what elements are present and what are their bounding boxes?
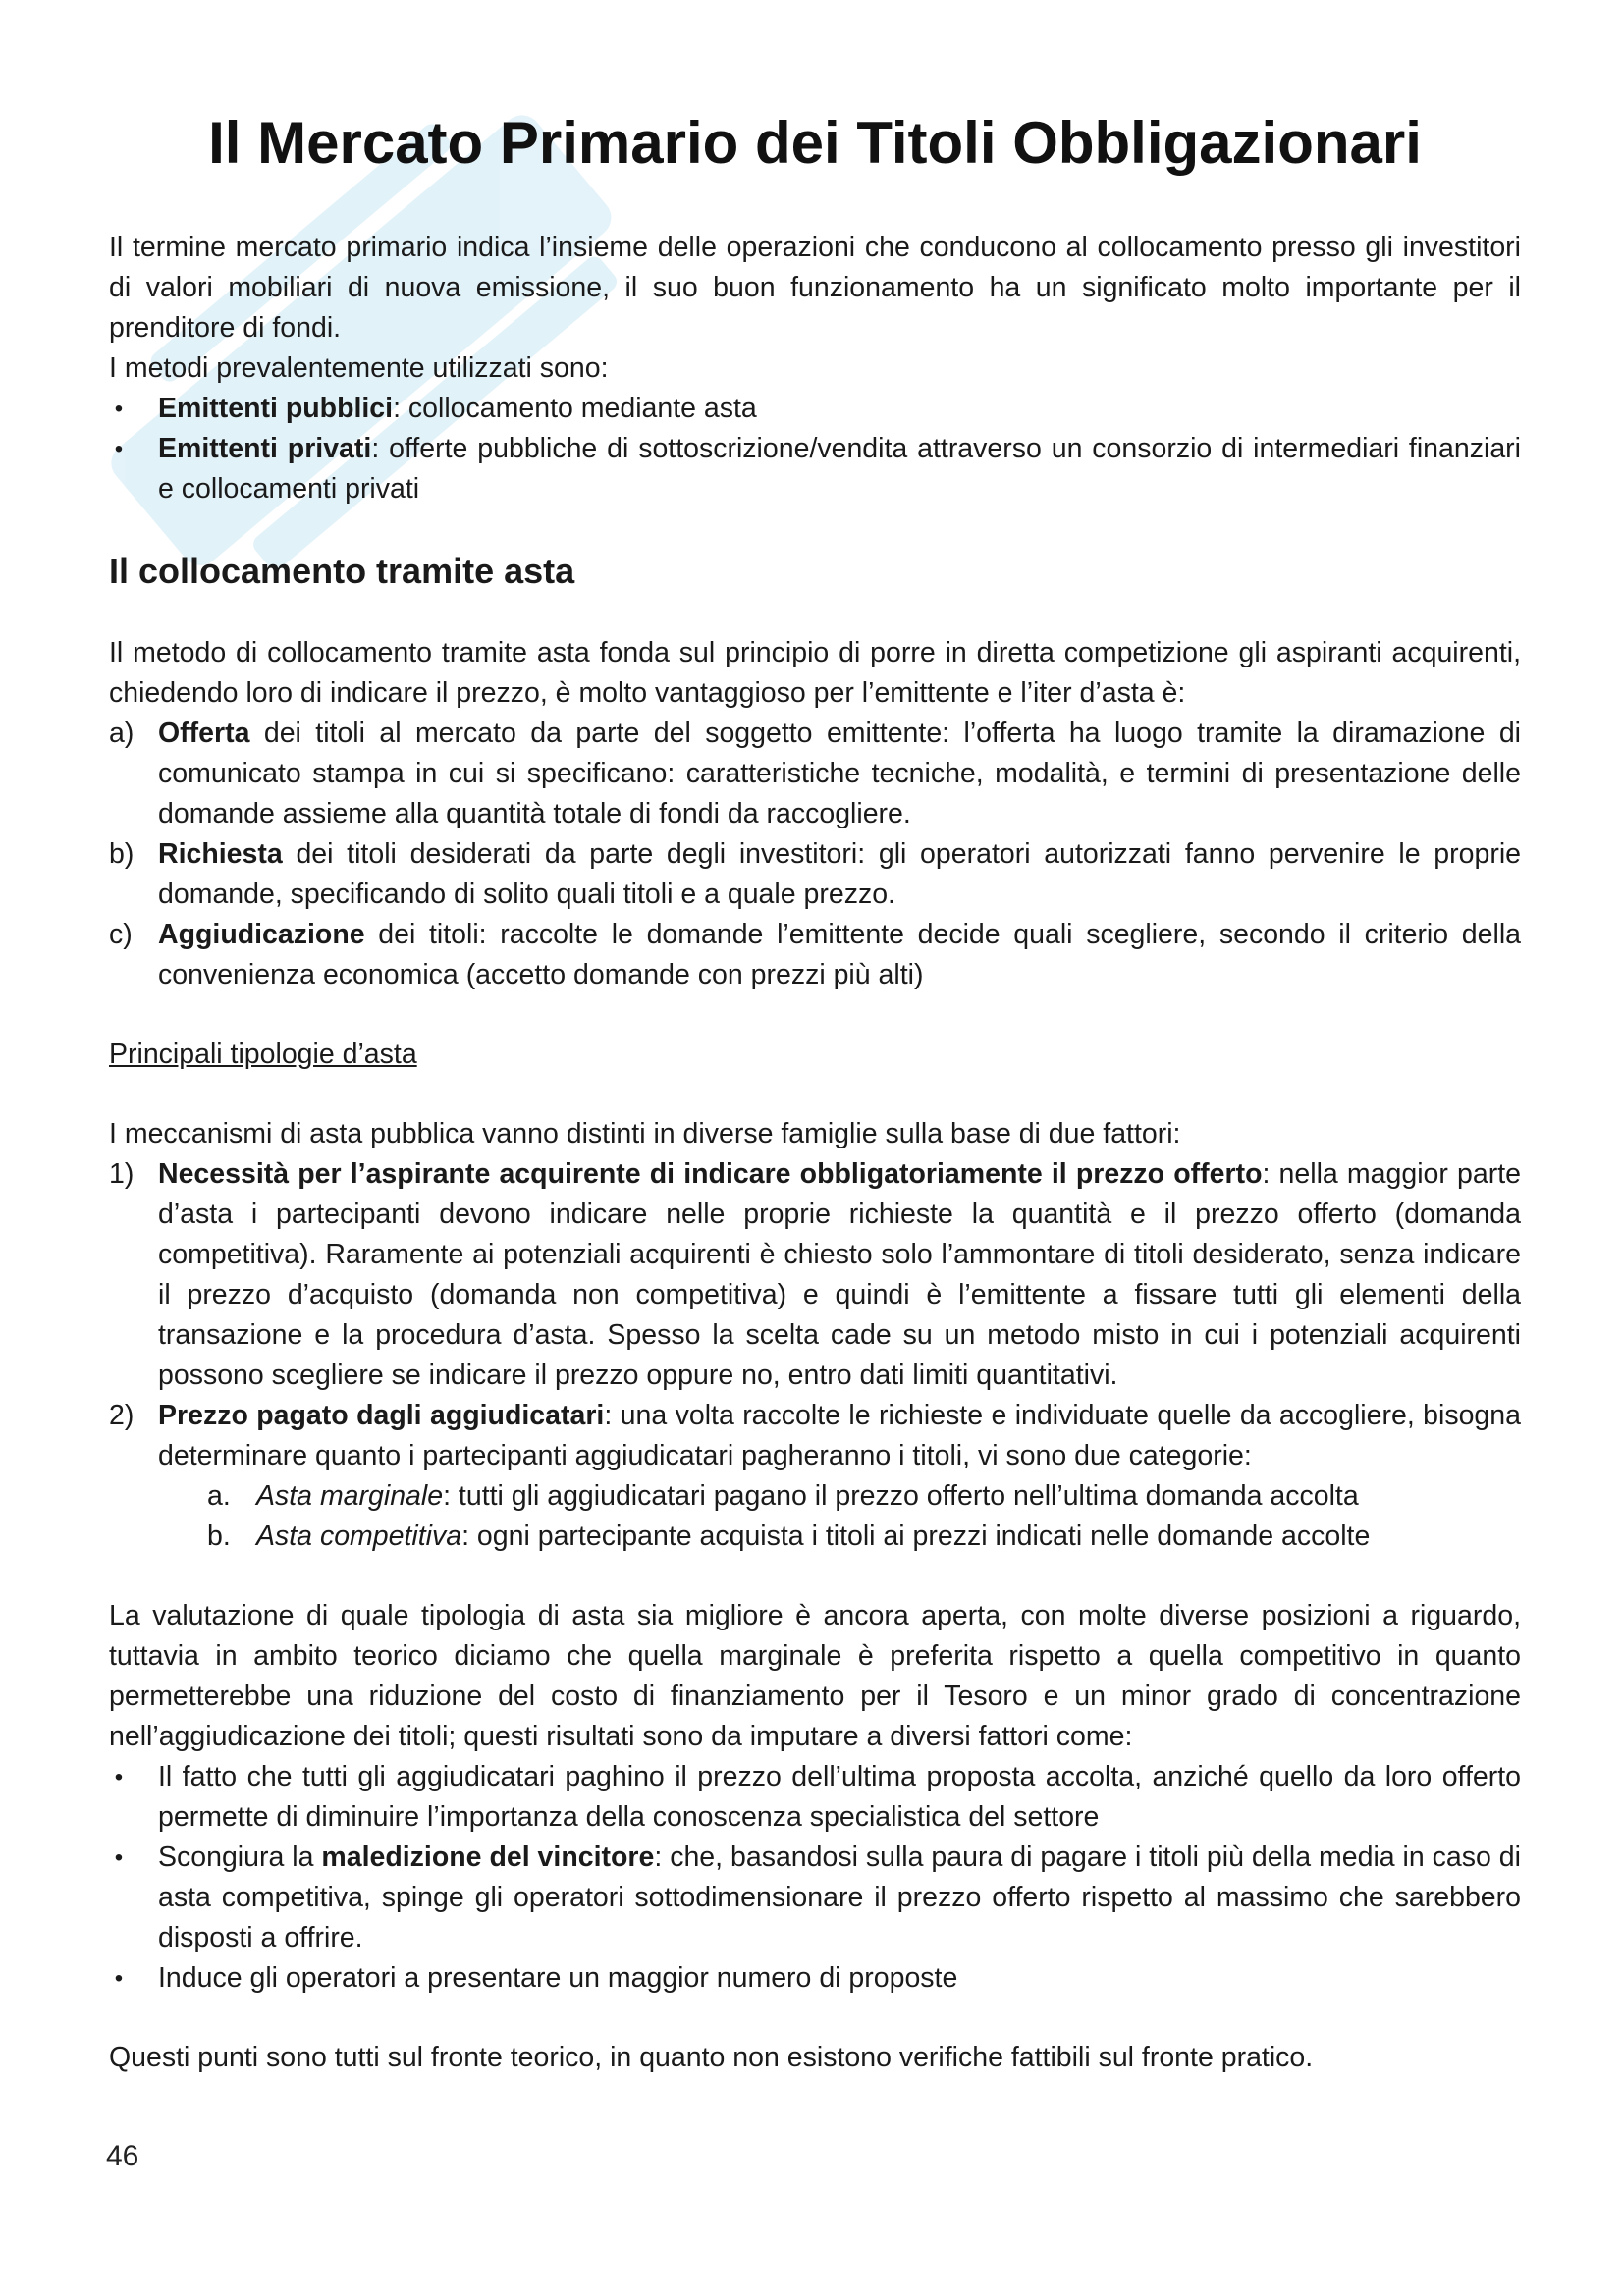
list-item-text: Il fatto che tutti gli aggiudicatari paghino il prezzo dell’ultima proposta accolta, anziché quello da loro offerto permette di diminuire l’importanza della conoscenza specialistica del settore [158,1761,1521,1833]
bullet-icon: • [114,1844,124,1871]
list-item-text: dei titoli al mercato da parte del soggetto emittente: l’offerta ha luogo tramite la diramazione di comunicato stampa in cui si specificano: caratteristiche tecniche, modalità, e termini di presentazione delle domande assieme alla quantità totale di fondi da raccogliere. [158,718,1521,829]
section-paragraph: La valutazione di quale tipologia di asta sia migliore è ancora aperta, con molte diverse posizioni a riguardo, tuttavia in ambito teorico diciamo che quella marginale è preferita rispetto a quella competitivo in quanto permetterebbe una riduzione del costo di finanziamento per il Tesoro e un minor grado di concentrazione nell’aggiudicazione dei titoli; questi risultati sono da imputare a diversi fattori come: [109,1600,1521,1752]
list-item [109,1757,1521,1838]
list-item-bold: Aggiudicazione [158,919,365,950]
bullet-icon: • [114,436,124,462]
list-marker: b) [109,838,135,870]
list-item-bold: Necessità per l’aspirante acquirente di indicare obbligatoriamente il prezzo offerto [158,1158,1263,1190]
page-number: 46 [106,2140,139,2172]
list-item-text: : ogni partecipante acquista i titoli ai prezzi indicati nelle domande accolte [461,1521,1371,1552]
list-item-text: dei titoli: raccolte le domande l’emittente decide quali scegliere, secondo il criterio della convenienza economica (accetto domande con prezzi più alti) [158,919,1521,990]
subheading: Principali tipologie d’asta [109,1039,417,1070]
list-item-bold: Emittenti privati [158,433,372,464]
list-marker: a. [207,1480,231,1512]
list-item-bold: Emittenti pubblici [158,393,394,424]
list-item-text: Induce gli operatori a presentare un maggior numero di proposte [158,1962,958,1994]
list-item [109,834,1521,915]
list-item-text: dei titoli desiderati da parte degli investitori: gli operatori autorizzati fanno pervenire le proprie domande, specificando di solito quali titoli e a quale prezzo. [158,838,1521,910]
list-item-text: : offerte pubbliche di sottoscrizione/vendita attraverso un consorzio di intermediari finanziari e collocamenti privati [158,433,1521,505]
list-item-text: : una volta raccolte le richieste e individuate quelle da accogliere, bisogna determinare quanto i partecipanti aggiudicatari pagheranno i titoli, vi sono due categorie: [158,1400,1521,1471]
methods-list [109,389,1521,509]
list-item [109,1476,1521,1517]
list-item-bold: Offerta [158,718,250,749]
section-paragraph: I meccanismi di asta pubblica vanno distinti in diverse famiglie sulla base di due fattori: [109,1118,1181,1149]
list-item-text: Scongiura la [158,1842,322,1873]
page-title: Il Mercato Primario dei Titoli Obbligazionari [208,110,1422,176]
list-item [109,389,1521,429]
list-item-text: : nella maggior parte d’asta i partecipanti devono indicare nelle proprie richieste la quantità e il prezzo offerto (domanda competitiva). Raramente ai potenziali acquirenti è chiesto solo l’ammontare di titoli desiderato, senza indicare il prezzo d’acquisto (domanda non competitiva) e quindi è l’emittente a fissare tutti gli elementi della transazione e la procedura d’asta. Spesso la scelta cade su un metodo misto in cui i potenziali acquirenti possono scegliere se indicare il prezzo oppure no, entro dati limiti quantitativi. [158,1158,1521,1391]
list-item-italic: Asta marginale [256,1480,444,1512]
auction-steps-list [109,714,1521,995]
list-item [109,1517,1521,1557]
list-item-text: : tutti gli aggiudicatari pagano il prezzo offerto nell’ultima domanda accolta [443,1480,1359,1512]
intro-methods-lead: I metodi prevalentemente utilizzati sono: [109,352,609,384]
list-item-bold: Prezzo pagato dagli aggiudicatari [158,1400,605,1431]
list-item [109,1154,1521,1396]
list-marker: 1) [109,1158,135,1190]
list-item [109,714,1521,834]
auction-categories-list [109,1476,1521,1557]
section-paragraph: Il metodo di collocamento tramite asta fonda sul principio di porre in diretta competizione gli aspiranti acquirenti, chiedendo loro di indicare il prezzo, è molto vantaggioso per l’emittente e l’iter d’asta è: [109,637,1521,709]
list-item-italic: Asta competitiva [256,1521,462,1552]
factors-list [109,1154,1521,1476]
list-item-text: : che, basandosi sulla paura di pagare i titoli più della media in caso di asta competitiva, spinge gli operatori sottodimensionare il prezzo offerto rispetto al massimo che sarebbero disposti a offrire. [158,1842,1521,1953]
list-item-bold: maledizione del vincitore [321,1842,655,1873]
section-heading: Il collocamento tramite asta [109,551,575,591]
list-item [109,915,1521,995]
list-item-text: : collocamento mediante asta [393,393,757,424]
list-marker: c) [109,919,133,950]
document-page [109,108,1521,2078]
list-item [109,429,1521,509]
reasons-list [109,1757,1521,1999]
list-item [109,1396,1521,1476]
bullet-icon: • [114,1764,124,1790]
bullet-icon: • [114,396,124,422]
list-marker: b. [207,1521,231,1552]
list-marker: a) [109,718,135,749]
list-item [109,1838,1521,1958]
bullet-icon: • [114,1965,124,1992]
list-item [109,1958,1521,1999]
list-marker: 2) [109,1400,135,1431]
list-item-bold: Richiesta [158,838,283,870]
intro-paragraph: Il termine mercato primario indica l’insieme delle operazioni che conducono al collocamento presso gli investitori di valori mobiliari di nuova emissione, il suo buon funzionamento ha un significato molto importante per il prenditore di fondi. [109,232,1521,344]
closing-paragraph: Questi punti sono tutti sul fronte teorico, in quanto non esistono verifiche fattibili sul fronte pratico. [109,2042,1314,2073]
